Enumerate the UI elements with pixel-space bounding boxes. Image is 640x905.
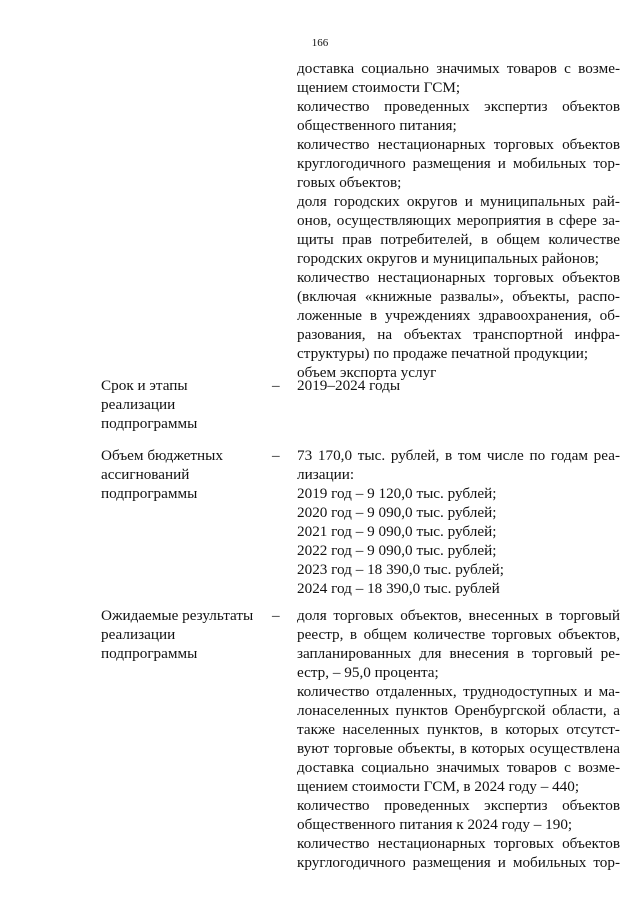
value-line: щением стоимости ГСМ, в 2024 году – 440; [297,778,580,795]
value-line: также населенных пунктов, в которых отсутст- [297,721,620,738]
text-line: круглогодичного размещения и мобильных тор- [297,155,620,172]
value-line: 2023 год – 18 390,0 тыс. рублей; [297,561,505,578]
text-line: (включая «книжные развалы», объекты, распо- [297,288,620,305]
value-line: количество проведенных экспертиз объектов [297,797,620,814]
text-line: доля городских округов и муниципальных рай- [297,193,620,210]
label-line: Ожидаемые результаты [101,607,254,624]
label-line: Срок и этапы [101,377,188,394]
text-line: количество нестационарных торговых объектов [297,136,620,153]
row-dash: – [272,607,280,624]
value-line: реестр, в общем количестве торговых объектов, [297,626,620,643]
label-line: подпрограммы [101,645,198,662]
text-line: городских округов и муниципальных районов; [297,250,599,267]
text-line: говых объектов; [297,174,402,191]
value-line: лонаселенных пунктов Оренбургской области, а [297,702,620,719]
label-line: Объем бюджетных [101,447,223,464]
value-line: естр, – 95,0 процента; [297,664,439,681]
text-line: количество проведенных экспертиз объектов [297,98,620,115]
row-dash: – [272,377,280,394]
label-line: ассигнований [101,466,190,483]
text-line: онов, осуществляющих мероприятия в сфере за- [297,212,620,229]
value-line: вуют торговые объекты, в которых осуществлена [297,740,620,757]
value-line: 2021 год – 9 090,0 тыс. рублей; [297,523,497,540]
value-line: 2019 год – 9 120,0 тыс. рублей; [297,485,497,502]
text-line: количество нестационарных торговых объектов [297,269,620,286]
value-line: 2019–2024 годы [297,377,401,394]
value-line: общественного питания к 2024 году – 190; [297,816,573,833]
text-line: объем экспорта услуг [297,364,437,381]
value-line: количество отдаленных, труднодоступных и ма- [297,683,620,700]
text-line: общественного питания; [297,117,457,134]
label-line: подпрограммы [101,415,198,432]
label-line: реализации [101,396,176,413]
label-line: подпрограммы [101,485,198,502]
row-dash: – [272,447,280,464]
value-line: 2024 год – 18 390,0 тыс. рублей [297,580,500,597]
value-line: количество нестационарных торговых объектов [297,835,620,852]
value-line: круглогодичного размещения и мобильных тор- [297,854,620,871]
value-line: 2022 год – 9 090,0 тыс. рублей; [297,542,497,559]
value-line: 2020 год – 9 090,0 тыс. рублей; [297,504,497,521]
text-line: щиты прав потребителей, в общем количестве [297,231,620,248]
value-line: 73 170,0 тыс. рублей, в том числе по годам реа- [297,447,620,464]
text-line: разования, на объектах транспортной инфра- [297,326,620,343]
page-number: 166 [311,37,329,49]
value-line: доля торговых объектов, внесенных в торговый [297,607,620,624]
text-line: доставка социально значимых товаров с возме- [297,60,620,77]
value-line: запланированных для внесения в торговый ре- [297,645,620,662]
value-line: доставка социально значимых товаров с возме- [297,759,620,776]
text-line: структуры) по продаже печатной продукции; [297,345,589,362]
value-line: лизации: [297,466,355,483]
text-line: ложенные в учреждениях здравоохранения, об- [297,307,620,324]
text-line: щением стоимости ГСМ; [297,79,461,96]
label-line: реализации [101,626,176,643]
